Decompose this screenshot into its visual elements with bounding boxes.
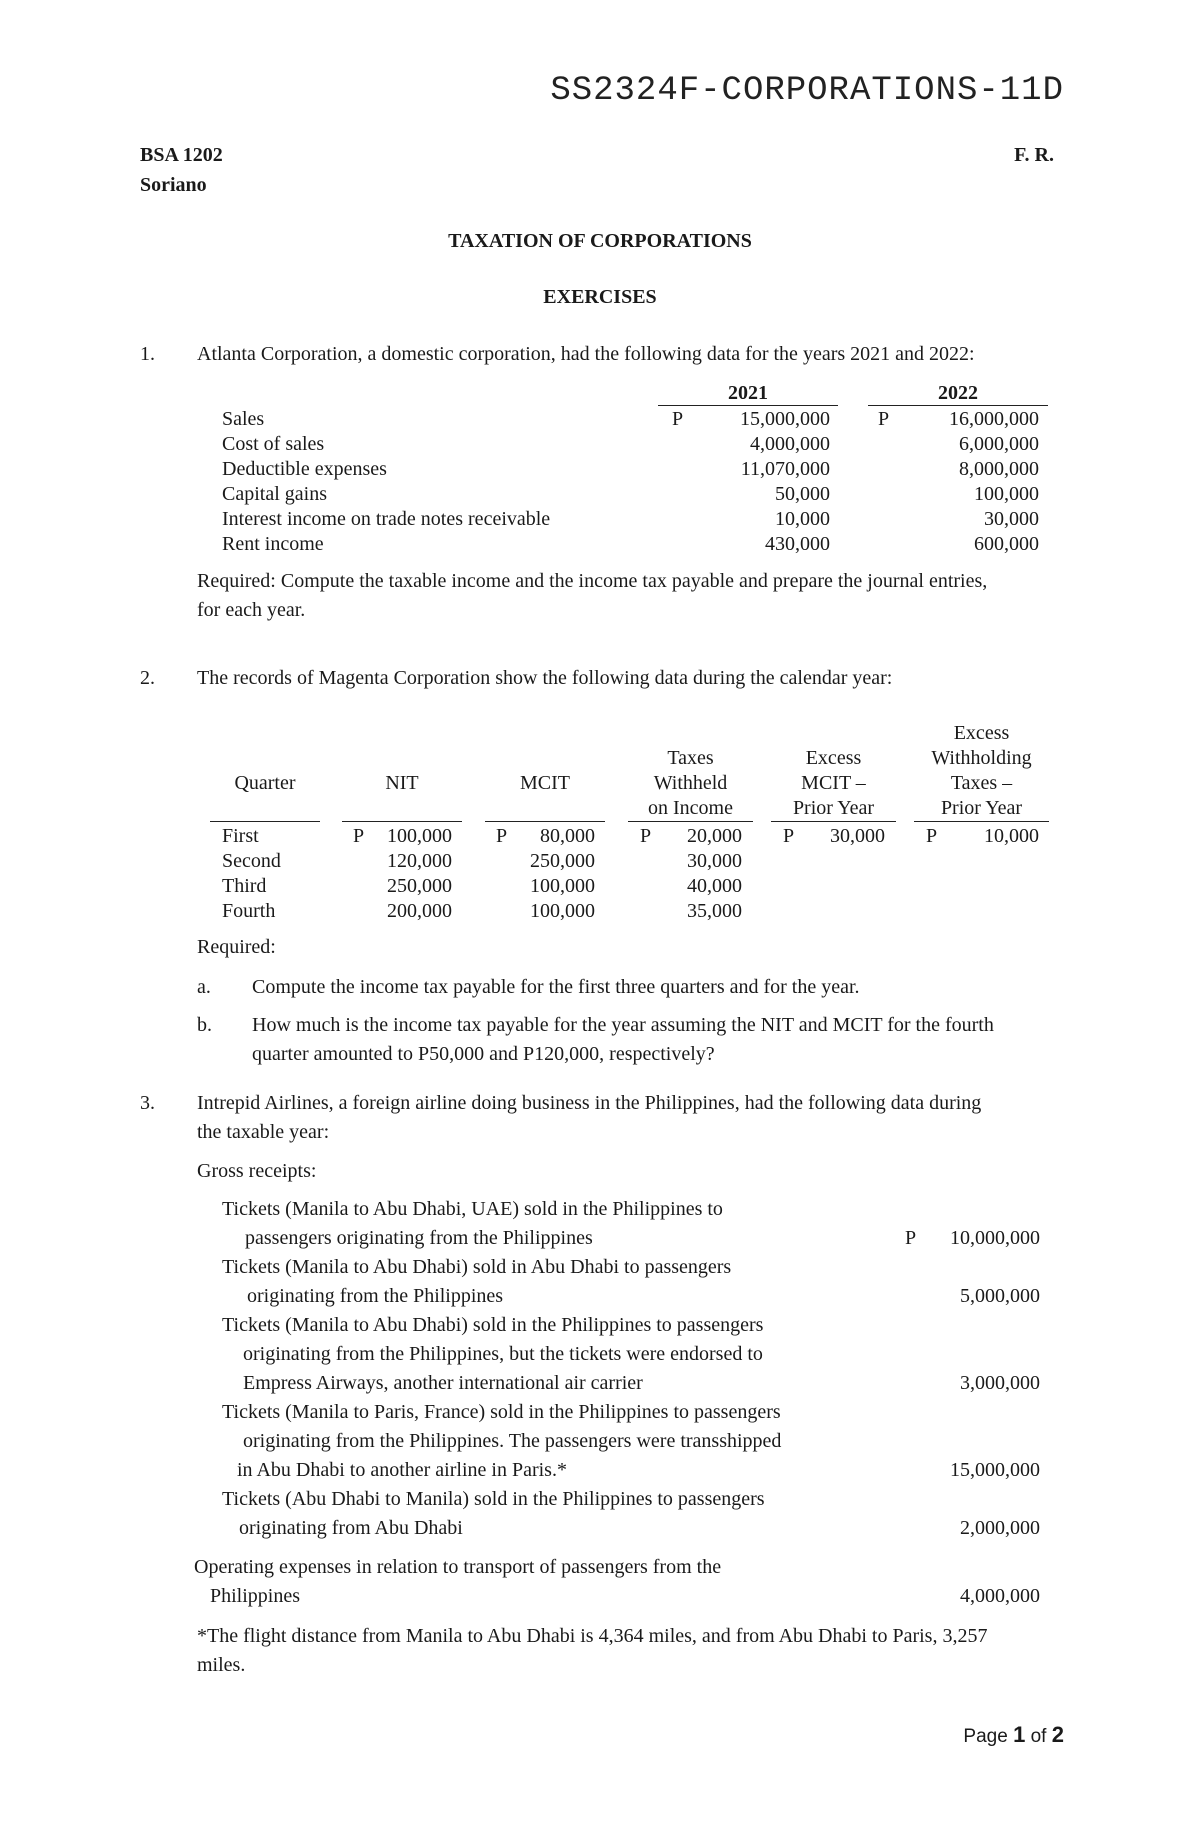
q2-header-underline: [771, 821, 896, 822]
q2-item-a-label: a.: [197, 976, 211, 998]
q1-currency-2021: P: [672, 408, 684, 430]
q2-mcit-value: 250,000: [530, 850, 595, 872]
q3-line-item: Tickets (Abu Dhabi to Manila) sold in the Philippines to passengers: [222, 1488, 765, 1510]
q2-nit-value: 100,000: [387, 825, 452, 847]
q3-amount: 5,000,000: [960, 1285, 1040, 1307]
q3-line-item: originating from the Philippines. The passengers were transshipped: [243, 1430, 782, 1452]
q1-value-2021: 15,000,000: [740, 408, 830, 430]
q3-line-item: originating from Abu Dhabi: [239, 1517, 463, 1539]
q3-operating-expenses: Philippines: [210, 1585, 301, 1607]
q2-required: Required:: [197, 936, 276, 958]
question-1-number: 1.: [140, 343, 155, 365]
q3-line-item: in Abu Dhabi to another airline in Paris.*: [237, 1459, 567, 1481]
instructor-surname: Soriano: [140, 174, 207, 196]
q1-required-line-2: for each year.: [197, 599, 306, 621]
q2-mcit-value: 80,000: [540, 825, 595, 847]
q1-row-label: Capital gains: [222, 483, 327, 505]
q3-amount: 3,000,000: [960, 1372, 1040, 1394]
q1-row-label: Interest income on trade notes receivable: [222, 508, 551, 530]
q1-value-2021: 50,000: [775, 483, 830, 505]
question-1-text: Atlanta Corporation, a domestic corporation, had the following data for the years 2021 and 2022:: [197, 343, 975, 365]
q2-header-excess-mcit: Excess: [805, 747, 862, 769]
q3-amount: 10,000,000: [950, 1227, 1040, 1249]
q1-row-label: Rent income: [222, 533, 324, 555]
q2-item-a-text: Compute the income tax payable for the first three quarters and for the year.: [252, 976, 860, 998]
q1-currency-2022: P: [878, 408, 890, 430]
instructor-initials: F. R.: [1014, 144, 1054, 166]
question-2-number: 2.: [140, 667, 155, 689]
q3-amount: 4,000,000: [960, 1585, 1040, 1607]
q2-excess-withholding-value: 10,000: [984, 825, 1039, 847]
q2-header-taxes-withheld: on Income: [648, 797, 733, 819]
q2-twi-value: 40,000: [687, 875, 742, 897]
q2-mcit-value: 100,000: [530, 875, 595, 897]
q3-amount: 15,000,000: [950, 1459, 1040, 1481]
q1-value-2021: 10,000: [775, 508, 830, 530]
course-code: BSA 1202: [140, 144, 223, 166]
q2-header-underline: [628, 821, 753, 822]
q2-header-taxes-withheld: Taxes: [667, 747, 714, 769]
q2-excess-mcit-value: 30,000: [830, 825, 885, 847]
q2-twi-value: 30,000: [687, 850, 742, 872]
q1-value-2022: 600,000: [974, 533, 1039, 555]
q2-header-excess-withholding: Withholding: [931, 747, 1032, 769]
q3-line-item: Tickets (Manila to Abu Dhabi) sold in Abu Dhabi to passengers: [222, 1256, 732, 1278]
q2-header-underline: [210, 821, 320, 822]
q2-currency: P: [783, 825, 795, 847]
q2-header-nit: NIT: [385, 772, 419, 794]
q2-header-underline: [342, 821, 462, 822]
q2-header-excess-mcit: MCIT –: [801, 772, 866, 794]
q2-item-b-text: How much is the income tax payable for the year assuming the NIT and MCIT for the fourth: [252, 1014, 994, 1036]
question-3-number: 3.: [140, 1092, 155, 1114]
q1-value-2022: 100,000: [974, 483, 1039, 505]
q2-row-quarter: Fourth: [222, 900, 276, 922]
q2-item-b-text: quarter amounted to P50,000 and P120,000, respectively?: [252, 1043, 715, 1065]
q2-currency: P: [640, 825, 652, 847]
q2-item-b-label: b.: [197, 1014, 212, 1036]
q2-header-mcit: MCIT: [520, 772, 570, 794]
question-2-text: The records of Magenta Corporation show the following data during the calendar year:: [197, 667, 893, 689]
page-subtitle: EXERCISES: [543, 286, 657, 308]
q2-currency: P: [496, 825, 508, 847]
q2-nit-value: 250,000: [387, 875, 452, 897]
q2-mcit-value: 100,000: [530, 900, 595, 922]
q2-header-underline: [914, 821, 1049, 822]
q3-line-item: passengers originating from the Philippines: [245, 1227, 593, 1249]
q3-line-item: Empress Airways, another international air carrier: [243, 1372, 643, 1394]
q1-value-2022: 6,000,000: [959, 433, 1039, 455]
q2-twi-value: 20,000: [687, 825, 742, 847]
document-code: SS2324F-CORPORATIONS-11D: [550, 72, 1064, 110]
page-number: Page 1 of 2: [963, 1722, 1064, 1747]
q1-value-2022: 30,000: [984, 508, 1039, 530]
q1-value-2022: 8,000,000: [959, 458, 1039, 480]
q2-header-excess-withholding: Prior Year: [940, 797, 1023, 819]
q3-line-item: Tickets (Manila to Abu Dhabi, UAE) sold in the Philippines to: [222, 1198, 723, 1220]
q2-currency: P: [353, 825, 365, 847]
q3-amount: 2,000,000: [960, 1517, 1040, 1539]
q2-header-underline: [485, 821, 605, 822]
question-3-text: Intrepid Airlines, a foreign airline doing business in the Philippines, had the following data during: [197, 1092, 982, 1114]
q1-row-label: Cost of sales: [222, 433, 325, 455]
q2-header-excess-withholding: Taxes –: [950, 772, 1013, 794]
q3-line-item: originating from the Philippines, but the tickets were endorsed to: [243, 1343, 763, 1365]
q2-row-quarter: First: [222, 825, 259, 847]
q3-currency: P: [905, 1227, 917, 1249]
question-3-text: the taxable year:: [197, 1121, 330, 1143]
q2-header-quarter: Quarter: [234, 772, 296, 794]
q2-header-taxes-withheld: Withheld: [653, 772, 728, 794]
q1-value-2021: 4,000,000: [750, 433, 830, 455]
q2-header-excess-mcit: Prior Year: [792, 797, 875, 819]
q3-footnote: miles.: [197, 1654, 246, 1676]
q3-footnote: *The flight distance from Manila to Abu Dhabi is 4,364 miles, and from Abu Dhabi to Paris, 3,257: [197, 1625, 988, 1647]
q2-currency: P: [926, 825, 938, 847]
page-title: TAXATION OF CORPORATIONS: [448, 230, 752, 252]
q2-nit-value: 200,000: [387, 900, 452, 922]
q2-row-quarter: Third: [222, 875, 267, 897]
q1-value-2021: 11,070,000: [740, 458, 830, 480]
q1-year-underline: [658, 405, 838, 406]
q3-operating-expenses: Operating expenses in relation to transport of passengers from the: [194, 1556, 722, 1578]
q1-row-label: Deductible expenses: [222, 458, 387, 480]
q1-year-2021: 2021: [728, 382, 768, 404]
q3-line-item: originating from the Philippines: [247, 1285, 504, 1307]
q2-nit-value: 120,000: [387, 850, 452, 872]
q1-row-label: Sales: [222, 408, 265, 430]
q2-header-excess-withholding: Excess: [953, 722, 1010, 744]
q3-line-item: Tickets (Manila to Abu Dhabi) sold in the Philippines to passengers: [222, 1314, 764, 1336]
q2-twi-value: 35,000: [687, 900, 742, 922]
q2-row-quarter: Second: [222, 850, 281, 872]
q3-gross-receipts-heading: Gross receipts:: [197, 1160, 317, 1182]
q1-year-2022: 2022: [938, 382, 978, 404]
q3-line-item: Tickets (Manila to Paris, France) sold in the Philippines to passengers: [222, 1401, 781, 1423]
q1-value-2022: 16,000,000: [949, 408, 1039, 430]
q1-required-line-1: Required: Compute the taxable income and the income tax payable and prepare the journal entries,: [197, 570, 988, 592]
q1-year-underline: [868, 405, 1048, 406]
q1-value-2021: 430,000: [765, 533, 830, 555]
